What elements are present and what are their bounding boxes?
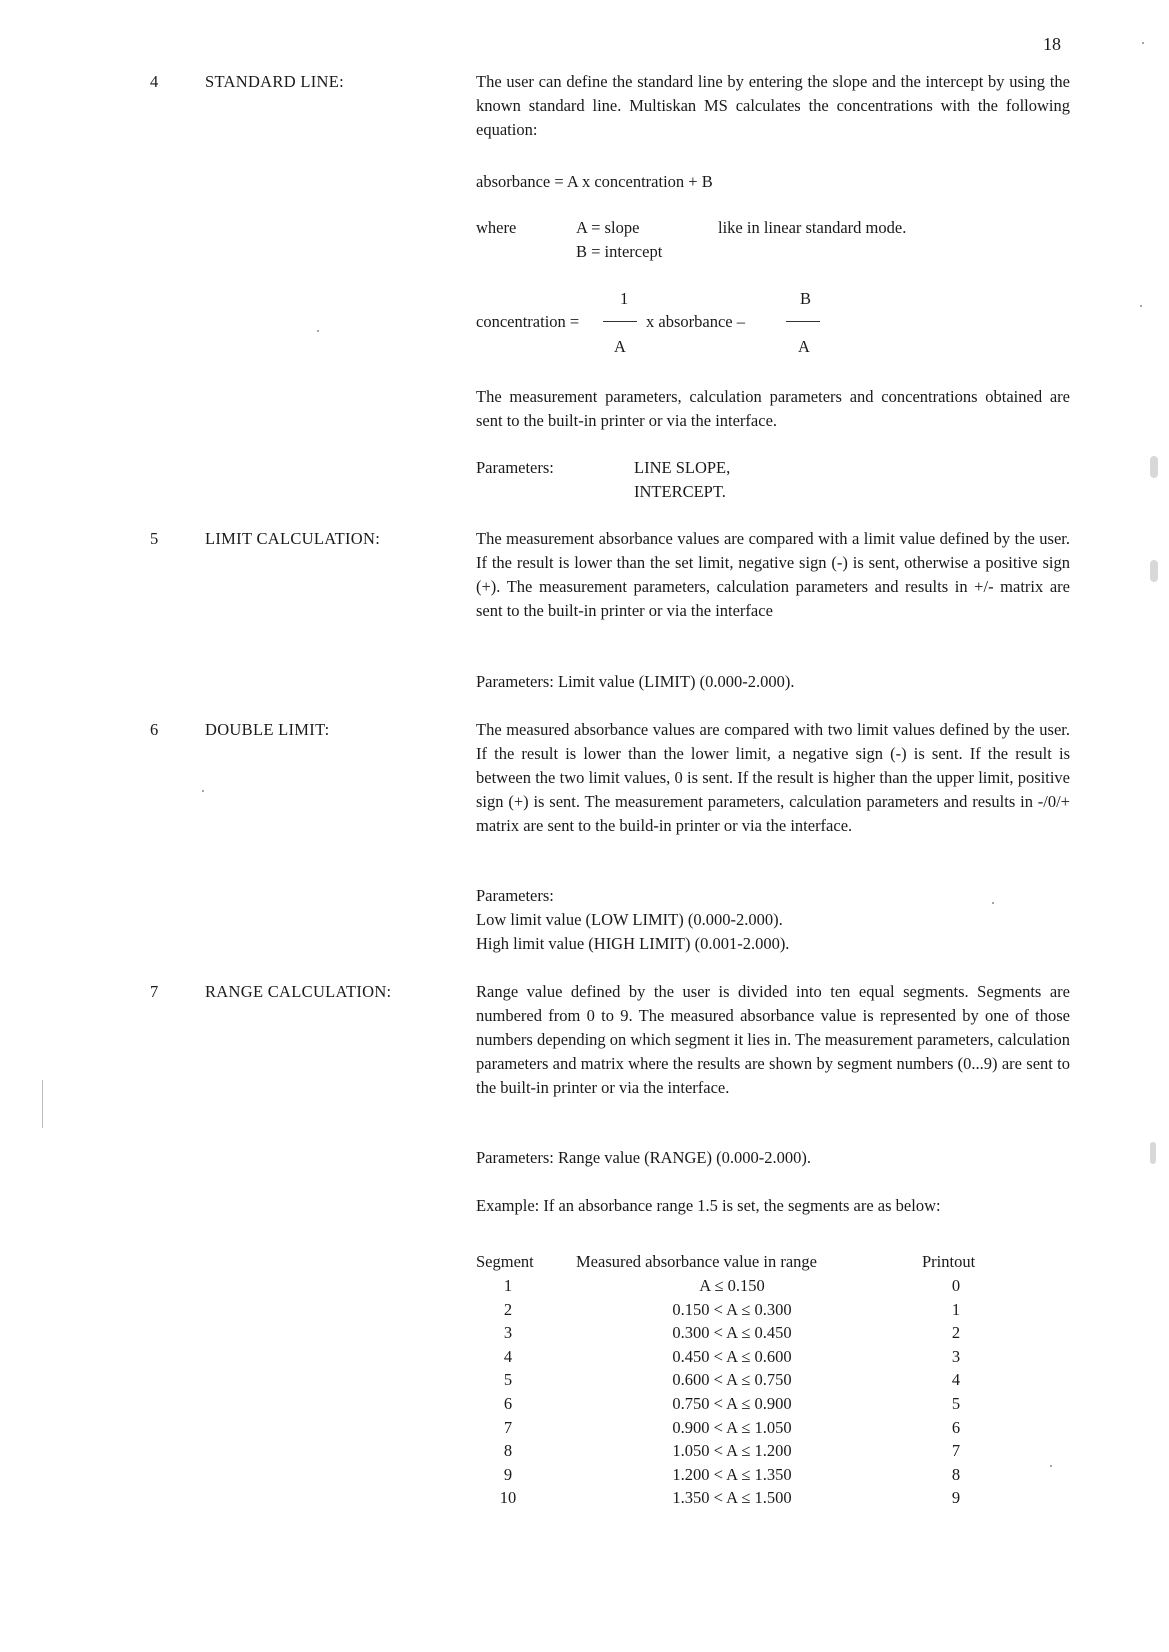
segment-number-cell: 5 bbox=[503, 1370, 513, 1390]
absorbance-range-cell: 1.050 < A ≤ 1.200 bbox=[672, 1441, 792, 1461]
table-header-segment: Segment bbox=[476, 1252, 534, 1271]
standard-line-equation: absorbance = A x concentration + B bbox=[476, 172, 713, 191]
standard-line-param-intercept: INTERCEPT. bbox=[634, 482, 726, 501]
printout-cell: 8 bbox=[951, 1464, 961, 1484]
scan-edge-mark bbox=[42, 1080, 43, 1128]
segment-number-cell: 7 bbox=[503, 1417, 513, 1437]
printout-cell: 6 bbox=[951, 1417, 961, 1437]
absorbance-range-cell: 1.350 < A ≤ 1.500 bbox=[672, 1488, 792, 1508]
section-number-5: 5 bbox=[150, 529, 159, 548]
segment-number-cell: 1 bbox=[503, 1276, 513, 1295]
scan-edge-mark bbox=[1150, 560, 1158, 582]
formula-denominator-1: A bbox=[614, 337, 626, 356]
absorbance-range-cell: 1.200 < A ≤ 1.350 bbox=[672, 1464, 792, 1484]
section-number-6: 6 bbox=[150, 720, 159, 739]
formula-middle: x absorbance – bbox=[646, 312, 745, 331]
scan-speck bbox=[317, 330, 319, 332]
range-calculation-text: Range value defined by the user is divided into ten equal segments. Segments are numbered from 0 to 9. The measured absorbance value is represented by one of those numbers depending on which segment it lies in. The measurement parameters, calculation parameters and matrix where the results are shown by segment numbers (0...9) are sent to the built-in printer or via the interface. bbox=[476, 982, 1070, 1097]
segment-number-cell: 4 bbox=[503, 1346, 513, 1366]
formula-lhs: concentration = bbox=[476, 312, 580, 331]
segment-number-cell: 6 bbox=[503, 1394, 513, 1413]
standard-line-intro: The user can define the standard line by entering the slope and the intercept by using the known standard line. Multiskan MS calculates the concentrations with the following equation: bbox=[476, 72, 1070, 139]
section-number-4: 4 bbox=[150, 72, 159, 91]
section-title-limit-calculation: LIMIT CALCULATION: bbox=[205, 529, 381, 548]
double-limit-param-high: High limit value (HIGH LIMIT) (0.001-2.000). bbox=[476, 934, 790, 953]
formula-numerator-2: B bbox=[800, 289, 812, 308]
section-title-range-calculation: RANGE CALCULATION: bbox=[205, 982, 392, 1001]
absorbance-range-cell: 0.750 < A ≤ 0.900 bbox=[672, 1394, 792, 1413]
scan-speck bbox=[1140, 305, 1142, 307]
table-header-measured-range: Measured absorbance value in range bbox=[576, 1252, 817, 1271]
double-limit-text: The measured absorbance values are compared with two limit values defined by the user. If the result is lower than the lower limit, a negative sign (-) is sent. If the result is between the two limit values, 0 is sent. If the result is higher than the upper limit, positive sign (+) is sent. The measurement parameters, calculation parameters and results in -/0/+ matrix are sent to the build-in printer or via the interface. bbox=[476, 720, 1070, 835]
limit-calculation-params: Parameters: Limit value (LIMIT) (0.000-2.000). bbox=[476, 672, 795, 691]
scan-speck bbox=[1050, 1465, 1052, 1467]
fraction-bar-1 bbox=[603, 321, 637, 322]
printout-cell: 7 bbox=[951, 1441, 961, 1461]
printout-cell: 9 bbox=[951, 1488, 961, 1508]
segment-number-cell: 8 bbox=[503, 1441, 513, 1461]
fraction-bar-2 bbox=[786, 321, 820, 322]
segment-number-cell: 10 bbox=[499, 1488, 517, 1508]
scan-edge-mark bbox=[1150, 1142, 1156, 1164]
standard-line-param-slope: LINE SLOPE, bbox=[634, 458, 731, 477]
printout-cell: 2 bbox=[951, 1323, 961, 1343]
section-title-double-limit: DOUBLE LIMIT: bbox=[205, 720, 330, 739]
segment-number-cell: 9 bbox=[503, 1464, 513, 1484]
printout-cell: 4 bbox=[951, 1370, 961, 1390]
double-limit-param-low: Low limit value (LOW LIMIT) (0.000-2.000). bbox=[476, 910, 783, 929]
where-note: like in linear standard mode. bbox=[718, 218, 907, 237]
where-label: where bbox=[476, 218, 517, 237]
segment-number-cell: 2 bbox=[503, 1299, 513, 1319]
scan-speck bbox=[992, 902, 994, 904]
range-calculation-example: Example: If an absorbance range 1.5 is set, the segments are as below: bbox=[476, 1196, 941, 1215]
absorbance-range-cell: 0.150 < A ≤ 0.300 bbox=[672, 1299, 792, 1319]
segment-number-cell: 3 bbox=[503, 1323, 513, 1343]
absorbance-range-cell: 0.450 < A ≤ 0.600 bbox=[672, 1346, 792, 1366]
scan-speck bbox=[1142, 42, 1144, 44]
double-limit-params-label: Parameters: bbox=[476, 886, 554, 905]
printout-cell: 0 bbox=[951, 1276, 961, 1295]
absorbance-range-cell: 0.300 < A ≤ 0.450 bbox=[672, 1323, 792, 1343]
printout-cell: 5 bbox=[951, 1394, 961, 1413]
section-title-standard-line: STANDARD LINE: bbox=[205, 72, 344, 91]
limit-calculation-text: The measurement absorbance values are compared with a limit value defined by the user. If the result is lower than the set limit, negative sign (-) is sent, otherwise a positive sign (+). The measurement parameters, calculation parameters and results in +/- matrix are sent to the built-in printer or via the interface bbox=[476, 529, 1070, 620]
formula-denominator-2: A bbox=[798, 337, 810, 356]
absorbance-range-cell: 0.900 < A ≤ 1.050 bbox=[672, 1417, 792, 1437]
printout-cell: 1 bbox=[951, 1299, 961, 1319]
printout-cell: 3 bbox=[951, 1346, 961, 1366]
section-number-7: 7 bbox=[150, 982, 159, 1001]
standard-line-params-label: Parameters: bbox=[476, 458, 554, 477]
range-calculation-params: Parameters: Range value (RANGE) (0.000-2.000). bbox=[476, 1148, 811, 1167]
where-a: A = slope bbox=[576, 218, 640, 237]
scan-edge-mark bbox=[1150, 456, 1158, 478]
standard-line-output: The measurement parameters, calculation parameters and concentrations obtained are sent to the built-in printer or via the interface. bbox=[476, 387, 1070, 430]
absorbance-range-cell: 0.600 < A ≤ 0.750 bbox=[672, 1370, 792, 1390]
scan-speck bbox=[202, 790, 204, 792]
table-header-printout: Printout bbox=[922, 1252, 976, 1271]
page-number: 18 bbox=[1043, 34, 1061, 54]
formula-numerator-1: 1 bbox=[620, 289, 629, 308]
where-b: B = intercept bbox=[576, 242, 663, 261]
absorbance-range-cell: A ≤ 0.150 bbox=[699, 1276, 765, 1295]
